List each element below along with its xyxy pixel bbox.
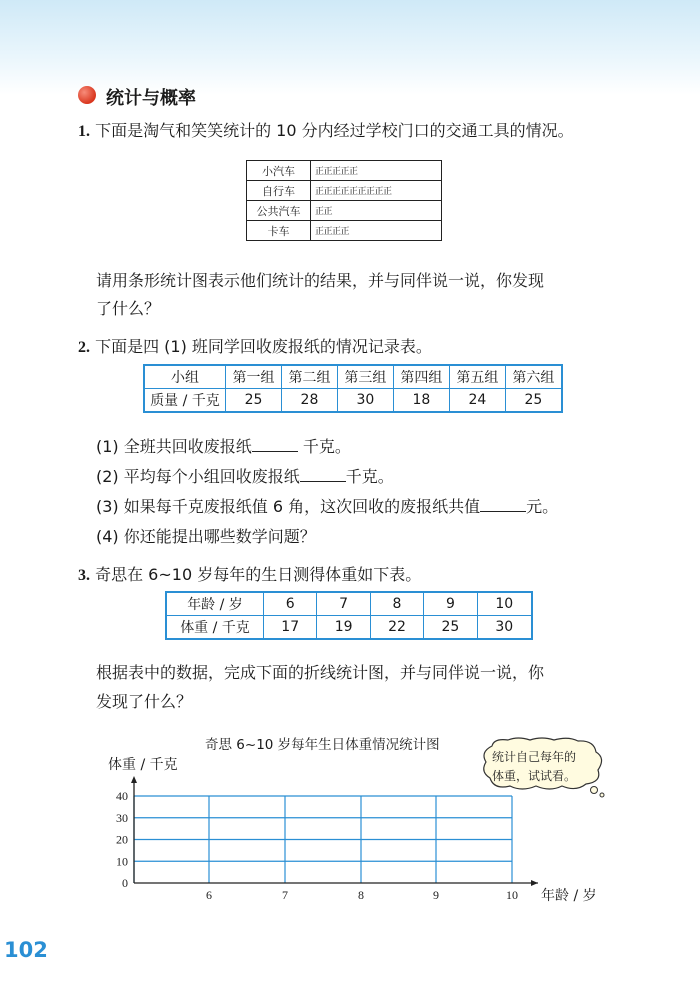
tally-label: 公共汽车 (247, 201, 311, 221)
table-cell: 30 (477, 616, 532, 640)
q2-sub3-unit: 元。 (526, 497, 559, 516)
table-header-cell: 小组 (144, 365, 226, 389)
bubble-text (492, 748, 576, 786)
y-tick-label: 40 (116, 789, 128, 803)
bubble-line: 统计自己每年的 (492, 750, 577, 764)
bubble-line: 体重，试试看。 (492, 769, 577, 783)
q1-task-line2: 了什么？ (96, 299, 161, 318)
q2-sub3-text: (3) 如果每千克废报纸值 6 角，这次回收的废报纸共值 (96, 497, 481, 516)
q3-task-line1: 根据表中的数据，完成下面的折线统计图，并与同伴说一说，你 (96, 663, 545, 682)
q1-task-line1: 请用条形统计图表示他们统计的结果，并与同伴说一说，你发现 (96, 271, 545, 290)
q2-sub1-text: (1) 全班共回收废报纸 (96, 437, 252, 456)
table-cell: 19 (317, 616, 370, 640)
table-header-cell: 第三组 (337, 365, 393, 389)
y-axis-arrow (131, 776, 137, 783)
y-tick-label: 10 (116, 854, 128, 869)
table-cell: 10 (477, 592, 532, 616)
tally-label: 自行车 (247, 181, 311, 201)
chart-x-axis-label: 年龄 / 岁 (541, 888, 597, 904)
section-title: 统计与概率 (106, 88, 196, 109)
tally-marks: 正正正正 (311, 221, 442, 241)
table-cell: 30 (337, 389, 393, 413)
table-cell: 9 (424, 592, 477, 616)
q2-text: 下面是四 (1) 班同学回收废报纸的情况记录表。 (95, 337, 432, 356)
table-cell: 18 (393, 389, 449, 413)
table-cell: 25 (424, 616, 477, 640)
q2-sub2-text: (2) 平均每个小组回收废报纸 (96, 467, 300, 486)
table-row-label: 体重 / 千克 (166, 616, 264, 640)
tally-marks: 正正正正正 (311, 161, 442, 181)
table-header-cell: 第五组 (449, 365, 505, 389)
chart-title: 奇思 6~10 岁每年生日体重情况统计图 (205, 737, 440, 753)
x-tick-label: 7 (282, 888, 288, 902)
q2-sub4: (4) 你还能提出哪些数学问题？ (96, 527, 316, 546)
chart-y-axis-label: 体重 / 千克 (108, 757, 178, 773)
table-cell: 24 (449, 389, 505, 413)
table-cell: 28 (281, 389, 337, 413)
y-tick-label: 30 (116, 810, 128, 825)
table-cell: 17 (264, 616, 317, 640)
q3-task-line2: 发现了什么？ (96, 692, 193, 711)
x-axis-arrow (531, 880, 538, 886)
tally-label: 卡车 (247, 221, 311, 241)
q3-number: 3. (78, 567, 90, 584)
q2-number: 2. (78, 339, 90, 356)
q1-text: 下面是淘气和笑笑统计的 10 分内经过学校门口的交通工具的情况。 (95, 121, 574, 140)
q2-sub1-unit: 千克。 (297, 437, 351, 456)
y-tick-label: 0 (122, 876, 128, 890)
x-tick-label: 6 (206, 888, 212, 902)
table-header-cell: 第二组 (281, 365, 337, 389)
tally-marks: 正正正正正正正正正 (311, 181, 442, 201)
x-tick-label: 10 (506, 888, 518, 902)
page-number: 102 (4, 938, 48, 962)
table-cell: 22 (370, 616, 423, 640)
table-row-label: 年龄 / 岁 (166, 592, 264, 616)
table-header-cell: 第一组 (226, 365, 282, 389)
q3-text: 奇思在 6~10 岁每年的生日测得体重如下表。 (95, 565, 422, 584)
table-header-cell: 第四组 (393, 365, 449, 389)
table-cell: 25 (226, 389, 282, 413)
table-cell: 25 (505, 389, 562, 413)
x-tick-label: 8 (358, 888, 364, 902)
table-cell: 7 (317, 592, 370, 616)
table-header-cell: 第六组 (505, 365, 562, 389)
tally-marks: 正正 (311, 201, 442, 221)
q2-sub2-unit: 千克。 (345, 467, 394, 486)
x-tick-label: 9 (433, 888, 439, 902)
table-cell: 8 (370, 592, 423, 616)
table-row-label: 质量 / 千克 (144, 389, 226, 413)
q1-number: 1. (78, 123, 90, 140)
tally-label: 小汽车 (247, 161, 311, 181)
y-tick-label: 20 (116, 832, 128, 847)
table-cell: 6 (264, 592, 317, 616)
